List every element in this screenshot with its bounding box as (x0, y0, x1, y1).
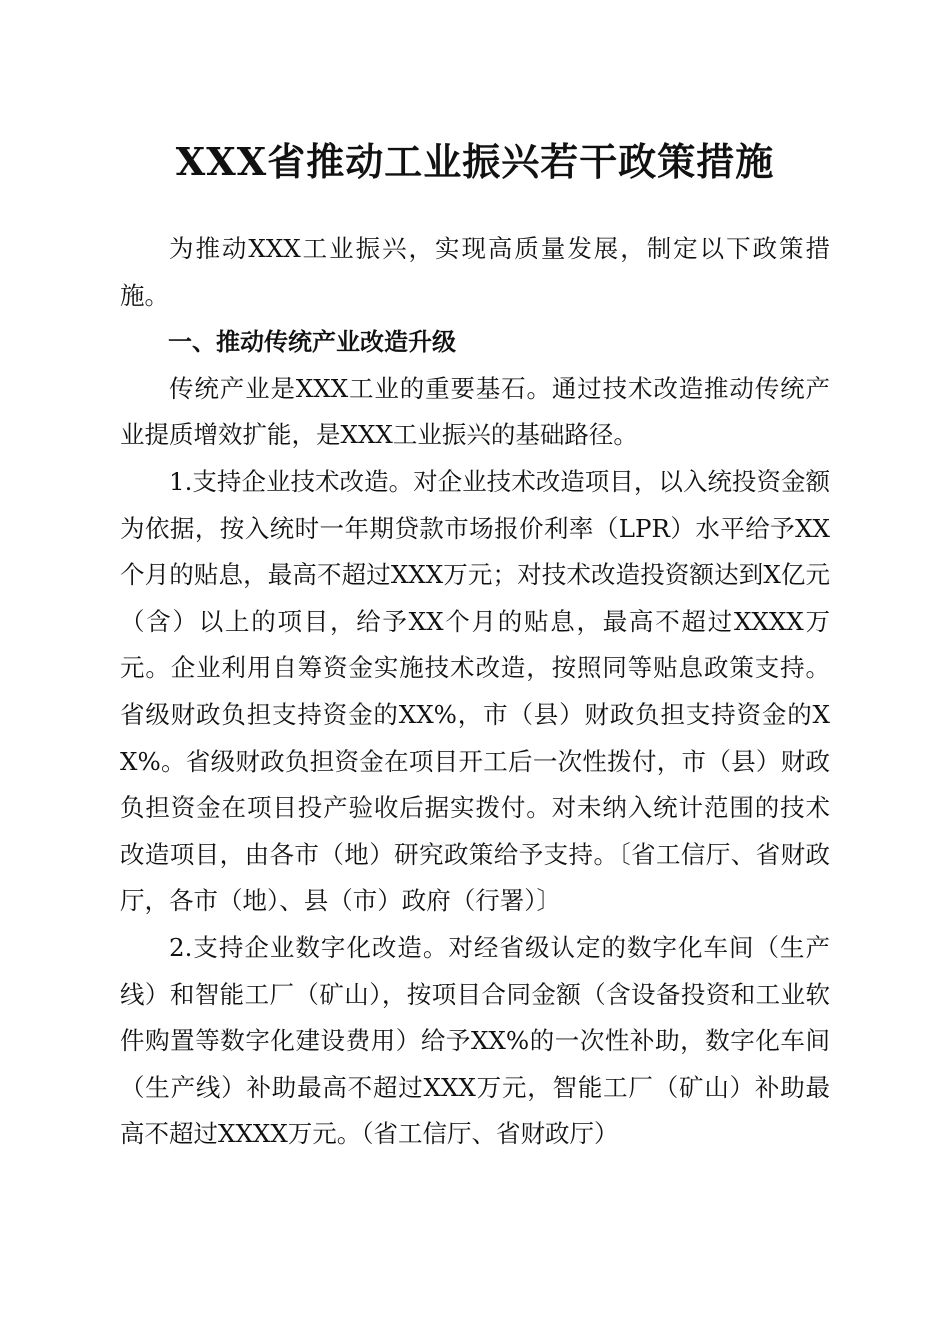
policy-item-2: 2.支持企业数字化改造。对经省级认定的数字化车间（生产线）和智能工厂（矿山），按项目合同金额（含设备投资和工业软件购置等数字化建设费用）给予XX%的一次性补助，数字化车间（生产线）补助最高不超过XXX万元，智能工厂（矿山）补助最高不超过XXXX万元。（省工信厅、省财政厅） (120, 932, 830, 1149)
intro-paragraph: 为推动XXX工业振兴，实现高质量发展，制定以下政策措施。 (120, 234, 830, 310)
policy-item-1: 1.支持企业技术改造。对企业技术改造项目，以入统投资金额为依据，按入统时一年期贷款市场报价利率（LPR）水平给予XX个月的贴息，最高不超过XXX万元；对技术改造投资额达到X亿元（含）以上的项目，给予XX个月的贴息，最高不超过XXXX万元。企业利用自筹资金实施技术改造，按照同等贴息政策支持。省级财政负担支持资金的XX%，市（县）财政负担支持资金的XX%。省级财政负担资金在项目开工后一次性拨付，市（县）财政负担资金在项目投产验收后据实拨付。对未纳入统计范围的技术改造项目，由各市（地）研究政策给予支持。〔省工信厅、省财政厅，各市（地）、县（市）政府（行署）〕 (120, 466, 830, 916)
section-heading: 一、推动传统产业改造升级 (168, 328, 456, 357)
section-lead-paragraph: 传统产业是XXX工业的重要基石。通过技术改造推动传统产业提质增效扩能，是XXX工业振兴的基础路径。 (120, 373, 830, 450)
document-body (120, 226, 830, 1158)
document-title: XXX省推动工业振兴若干政策措施 (175, 139, 775, 184)
